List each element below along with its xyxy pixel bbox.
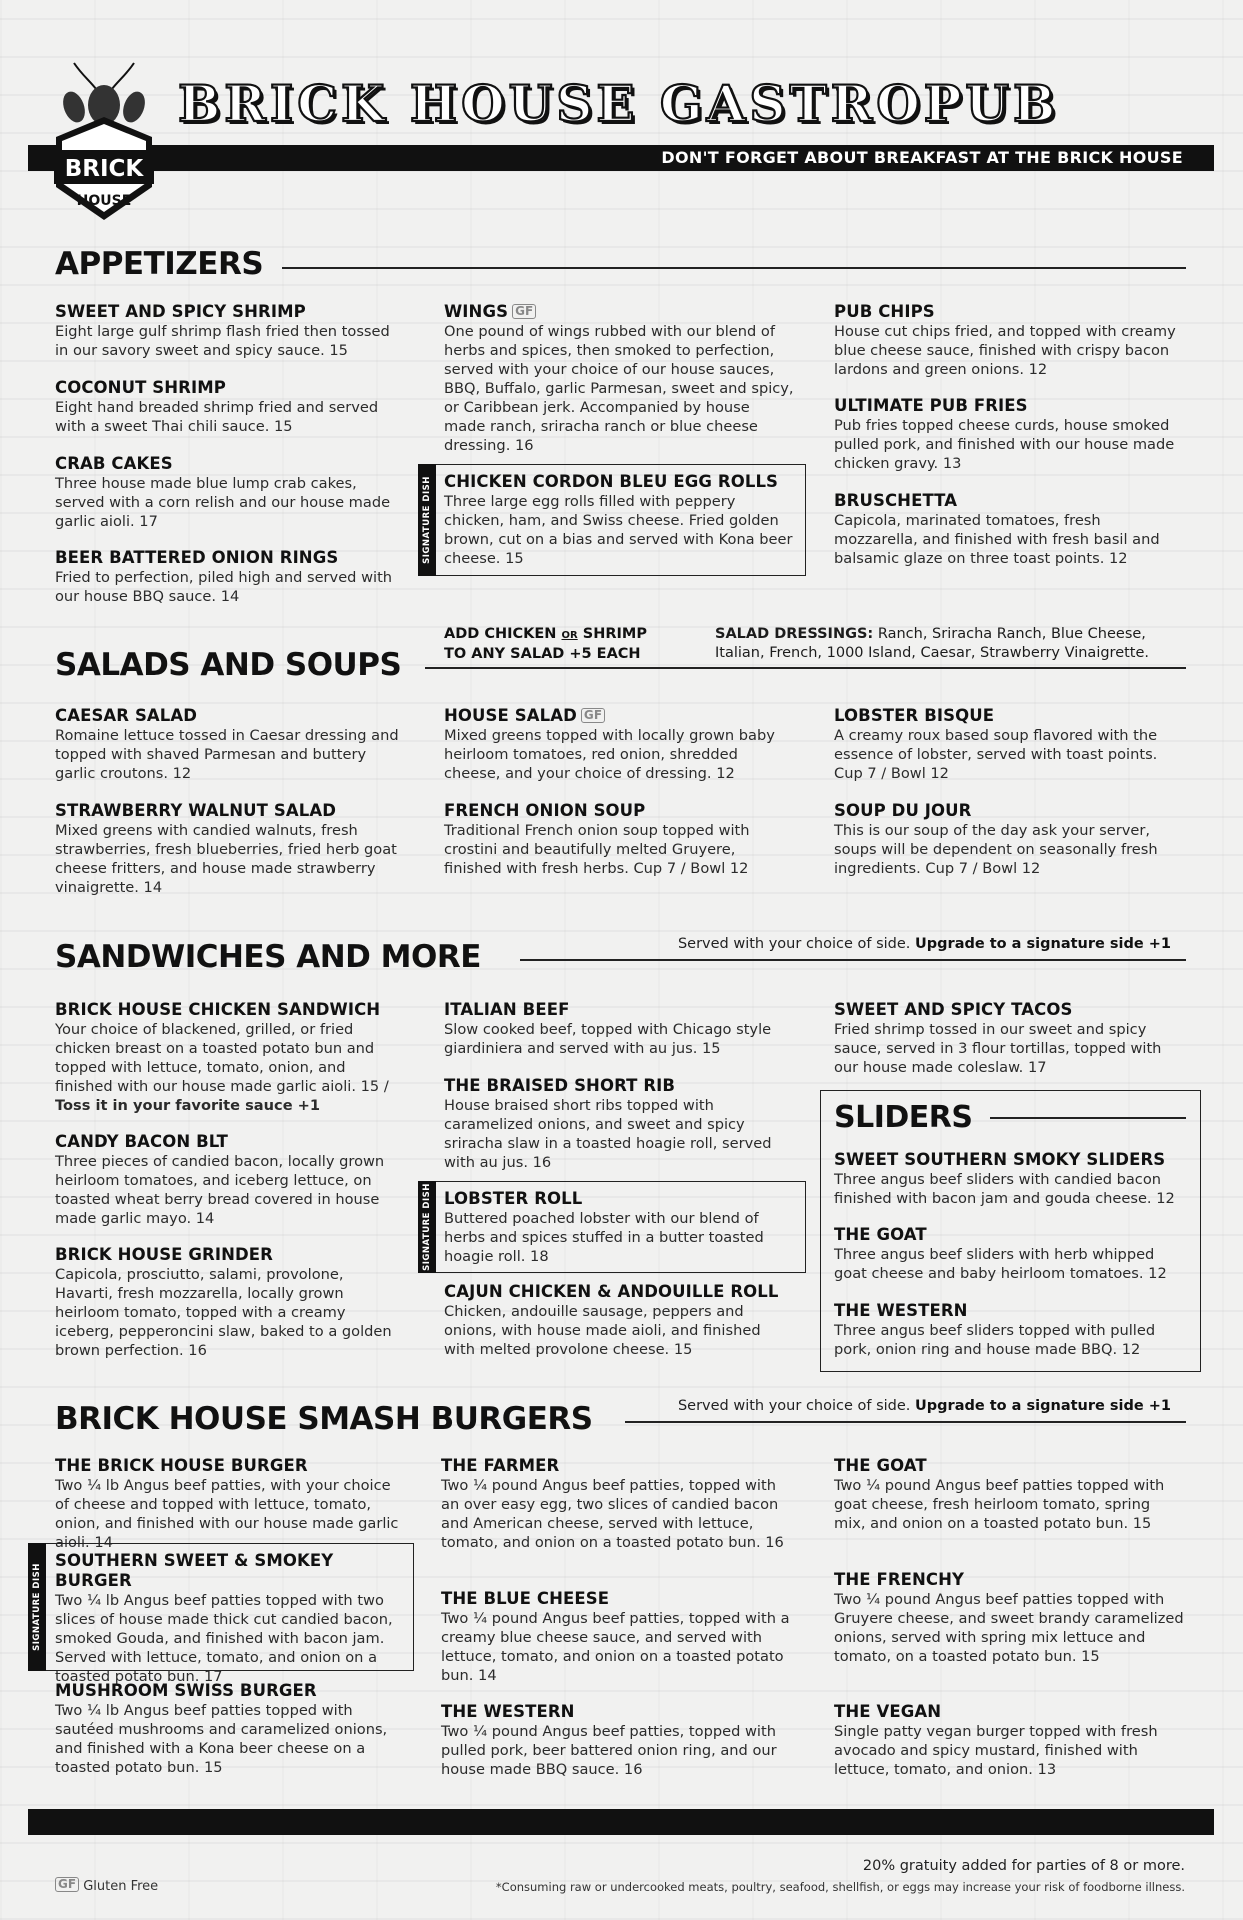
menu-item: THE VEGAN Single patty vegan burger topped with fresh avocado and spicy mustard, finished with lettuce, tomato, and onion. 13 [834,1702,1158,1778]
sandwiches-heading: SANDWICHES AND MORE [55,939,481,975]
sliders-rule [990,1117,1186,1119]
svg-text:HOUSE: HOUSE [76,193,132,209]
page-title: BRICK HOUSE GASTROPUB [178,74,1060,133]
menu-item: CAESAR SALAD Romaine lettuce tossed in Caesar dressing and topped with shaved Parmesan and buttery garlic croutons. 12 [55,706,399,782]
burgers-side-note: Served with your choice of side. Upgrade to a signature side +1 [677,1398,1171,1414]
sandwiches-side-note: Served with your choice of side. Upgrade to a signature side +1 [677,936,1171,952]
gluten-free-icon: GF [55,1877,79,1892]
menu-item: THE FARMER Two ¼ pound Angus beef patties, topped with an over easy egg, two slices of candied bacon and American cheese, served with lettuce, tomato, and onion on a toasted potato bun. 16 [441,1456,784,1551]
menu-item: BRICK HOUSE CHICKEN SANDWICH Your choice of blackened, grilled, or fried chicken breast on a toasted potato bun and topped with lettuce, tomato, onion, and finished with our house made garlic aioli. 15 / Toss it in your favorite sauce +1 [55,1000,389,1114]
foodborne-warning: *Consuming raw or undercooked meats, poultry, seafood, shellfish, or eggs may increase your risk of foodborne illness. [495,1880,1185,1894]
menu-item: CHICKEN CORDON BLEU EGG ROLLS Three large egg rolls filled with peppery chicken, ham, and Swiss cheese. Fried golden brown, cut on a bias and served with Kona beer cheese. 15 [444,472,793,567]
salads-heading: SALADS AND SOUPS [55,647,402,683]
gluten-free-icon: GF [512,304,536,319]
burgers-heading: BRICK HOUSE SMASH BURGERS [55,1401,593,1437]
sliders-heading: SLIDERS [834,1100,973,1135]
menu-item: SOUP DU JOUR This is our soup of the day ask your server, soups will be dependent on seasonally fresh ingredients. Cup 7 / Bowl 12 [834,801,1158,877]
lobster-logo-icon [52,55,156,223]
menu-item: SWEET AND SPICY TACOS Fried shrimp tossed in our sweet and spicy sauce, served in 3 flour tortillas, topped with our house made coleslaw. 17 [834,1000,1162,1076]
menu-item: WINGS GF One pound of wings rubbed with our blend of herbs and spices, then smoked to perfection, served with your choice of our house sauces, BBQ, Buffalo, garlic Parmesan, sweet and spicy, or Caribbean jerk. Accompanied by house made ranch, sriracha ranch or blue cheese dressing. 16 [444,302,794,454]
menu-item: THE GOAT Three angus beef sliders with herb whipped goat cheese and baby heirloom tomatoes. 12 [834,1225,1167,1282]
menu-item: CAJUN CHICKEN & ANDOUILLE ROLL Chicken, andouille sausage, peppers and onions, with house made aioli, and finished with melted provolone cheese. 15 [444,1282,779,1358]
gluten-free-legend: GF Gluten Free [55,1877,158,1894]
signature-dish-tab: SIGNATURE DISH [418,1181,436,1273]
menu-item: THE WESTERN Three angus beef sliders topped with pulled pork, onion ring and house made BBQ. 12 [834,1301,1156,1358]
menu-item: LOBSTER BISQUE A creamy roux based soup flavored with the essence of lobster, served with toast points. Cup 7 / Bowl 12 [834,706,1158,782]
menu-item: THE WESTERN Two ¼ pound Angus beef patties, topped with pulled pork, beer battered onion ring, and our house made BBQ sauce. 16 [441,1702,777,1778]
menu-item: MUSHROOM SWISS BURGER Two ¼ lb Angus beef patties topped with sautéed mushrooms and caramelized onions, and finished with a Kona beer cheese on a toasted potato bun. 15 [55,1681,388,1776]
menu-item: ULTIMATE PUB FRIES Pub fries topped cheese curds, house smoked pulled pork, and finished with our house made chicken gravy. 13 [834,396,1175,472]
footer-bar [28,1809,1214,1835]
menu-item: CANDY BACON BLT Three pieces of candied bacon, locally grown heirloom tomatoes, and iceberg lettuce, on toasted wheat berry bread covered in house made garlic mayo. 14 [55,1132,385,1227]
gluten-free-icon: GF [581,708,605,723]
menu-item: LOBSTER ROLL Buttered poached lobster with our blend of herbs and spices stuffed in a butter toasted hoagie roll. 18 [444,1189,764,1265]
menu-item: SOUTHERN SWEET & SMOKEY BURGER Two ¼ lb Angus beef patties topped with two slices of house made thick cut candied bacon, smoked Gouda, and finished with bacon jam. Served with lettuce, tomato, and onion on a toasted potato bun. 17 [55,1551,393,1685]
menu-item: BRICK HOUSE GRINDER Capicola, prosciutto, salami, provolone, Havarti, fresh mozzarella, locally grown heirloom tomato, topped with a creamy iceberg, pepperoncini slaw, baked to a golden brown perfection. 16 [55,1245,392,1359]
menu-item: COCONUT SHRIMP Eight hand breaded shrimp fried and served with a sweet Thai chili sauce. 15 [55,378,379,435]
salads-rule [425,667,1186,669]
sandwiches-rule [520,959,1186,961]
signature-dish-tab: SIGNATURE DISH [28,1543,46,1671]
menu-item: CRAB CAKES Three house made blue lump crab cakes, served with a corn relish and our house made garlic aioli. 17 [55,454,391,530]
salad-add-protein-note: ADD CHICKEN OR SHRIMP TO ANY SALAD +5 EACH [444,626,647,662]
menu-item: PUB CHIPS House cut chips fried, and topped with creamy blue cheese sauce, finished with crispy bacon lardons and green onions. 12 [834,302,1176,378]
appetizers-heading: APPETIZERS [55,246,264,282]
menu-item: THE FRENCHY Two ¼ pound Angus beef patties topped with Gruyere cheese, and sweet brandy caramelized onions, served with spring mix lettuce and tomato, on a toasted potato bun. 15 [834,1570,1184,1665]
menu-item: THE BLUE CHEESE Two ¼ pound Angus beef patties, topped with a creamy blue cheese sauce, and served with lettuce, tomato, and onion on a toasted potato bun. 14 [441,1589,790,1684]
menu-item: ITALIAN BEEF Slow cooked beef, topped with Chicago style giardiniera and served with au jus. 15 [444,1000,772,1057]
menu-item: THE GOAT Two ¼ pound Angus beef patties topped with goat cheese, fresh heirloom tomato, spring mix, and onion on a toasted potato bun. 15 [834,1456,1165,1532]
appetizers-rule [282,267,1186,269]
salad-dressings-note: SALAD DRESSINGS: Ranch, Sriracha Ranch, Blue Cheese, Italian, French, 1000 Island, Caesar, Strawberry Vinaigrette. [715,626,1150,661]
menu-item: BEER BATTERED ONION RINGS Fried to perfection, piled high and served with our house BBQ sauce. 14 [55,548,393,605]
menu-item: THE BRAISED SHORT RIB House braised short ribs topped with caramelized onions, and sweet and spicy sriracha slaw in a toasted hoagie roll, served with au jus. 16 [444,1076,772,1171]
menu-item: SWEET SOUTHERN SMOKY SLIDERS Three angus beef sliders with candied bacon finished with bacon jam and gouda cheese. 12 [834,1150,1175,1207]
gratuity-note: 20% gratuity added for parties of 8 or more. [862,1858,1185,1874]
menu-item: HOUSE SALAD GF Mixed greens topped with locally grown baby heirloom tomatoes, red onion, shredded cheese, and your choice of dressing. 12 [444,706,775,782]
menu-item: SWEET AND SPICY SHRIMP Eight large gulf shrimp flash fried then tossed in our savory sweet and spicy sauce. 15 [55,302,390,359]
breakfast-banner: DON'T FORGET ABOUT BREAKFAST AT THE BRICK HOUSE [661,148,1183,167]
signature-dish-tab: SIGNATURE DISH [418,464,436,576]
menu-item: STRAWBERRY WALNUT SALAD Mixed greens with candied walnuts, fresh strawberries, fresh blueberries, fried herb goat cheese fritters, and house made strawberry vinaigrette. 14 [55,801,397,896]
menu-item: THE BRICK HOUSE BURGER Two ¼ lb Angus beef patties, with your choice of cheese and topped with lettuce, tomato, onion, and finished with our house made garlic aioli. 14 [55,1456,399,1551]
svg-text:BRICK: BRICK [64,156,144,182]
menu-item: FRENCH ONION SOUP Traditional French onion soup topped with crostini and beautifully melted Gruyere, finished with fresh herbs. Cup 7 / Bowl 12 [444,801,750,877]
menu-item: BRUSCHETTA Capicola, marinated tomatoes, fresh mozzarella, and finished with fresh basil and balsamic glaze on three toast points. 12 [834,491,1160,567]
burgers-rule [625,1421,1186,1423]
